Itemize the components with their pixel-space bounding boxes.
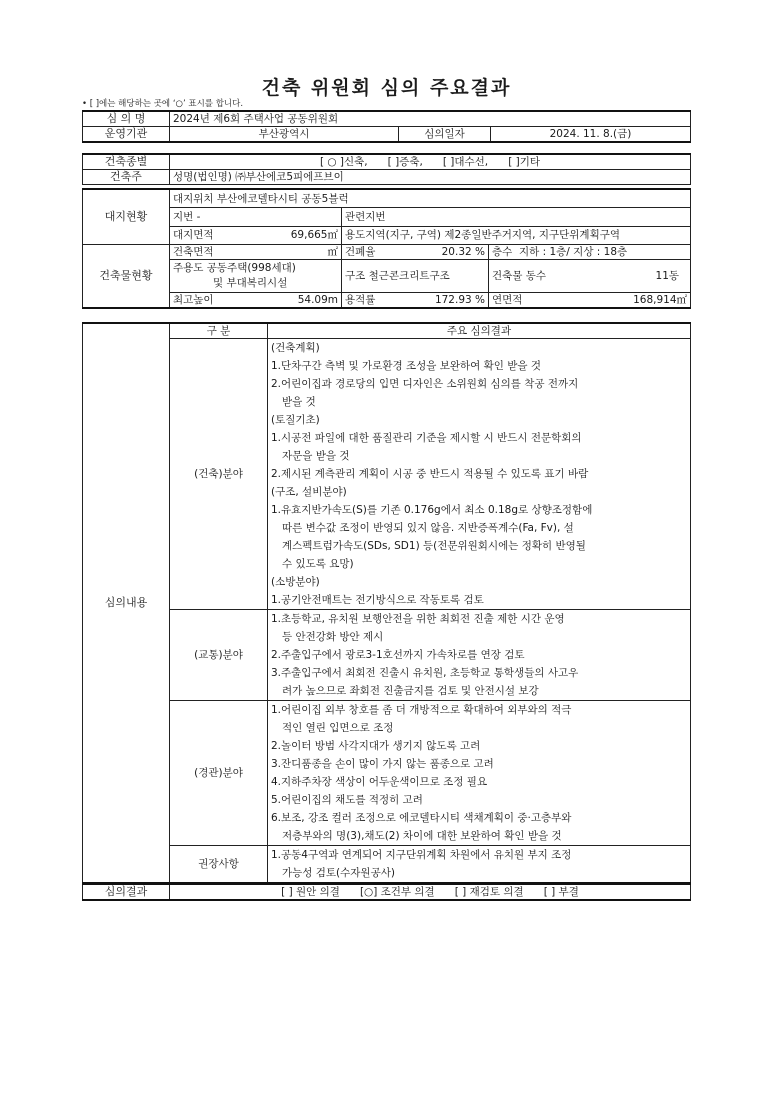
type-option-extension: [ ]증축, xyxy=(387,156,423,168)
result-line: 등 안전강화 방안 제시 xyxy=(282,631,384,643)
blocks-label: 건축물 동수 xyxy=(492,270,547,282)
building-status-label: 건축물현황 xyxy=(83,245,170,309)
floors-value: 지하 : 1층/ 지상 : 18층 xyxy=(518,246,628,258)
result-line: 4.지하주차장 색상이 어두운색이므로 조정 필요 xyxy=(271,776,488,788)
review-result-options xyxy=(170,884,691,900)
site-area-value: 69,665㎡ xyxy=(290,229,338,242)
related-lot-label: 관련지번 xyxy=(342,208,691,226)
site-status-label: 대지현황 xyxy=(83,189,170,245)
result-line: 1.어린이집 외부 창호를 좀 더 개방적으로 확대하여 외부와의 적극 xyxy=(271,704,572,716)
review-name-value: 2024년 제6회 주택사업 공동위원회 xyxy=(170,111,691,127)
result-line: 1.시공전 파일에 대한 품질관리 기준을 제시할 시 반드시 전문학회의 xyxy=(271,432,582,444)
result-line: 1.유효지반가속도(S)를 기존 0.176g에서 최소 0.18g로 상향조정함에 xyxy=(271,504,593,516)
result-line: 5.어린이집의 채도를 적정히 고려 xyxy=(271,794,423,806)
height-value: 54.09m xyxy=(297,294,338,306)
category-architecture: (건축)분야 xyxy=(170,339,268,610)
result-line: 1.공기안전매트는 전기방식으로 작동토록 검토 xyxy=(271,594,484,606)
far-label: 용적률 xyxy=(345,294,376,306)
coverage-value: 20.32 % xyxy=(441,246,485,258)
review-date-label: 심의일자 xyxy=(399,127,491,143)
category-traffic: (교통)분야 xyxy=(170,610,268,701)
category-landscape: (경관)분야 xyxy=(170,701,268,846)
result-line: 2.주출입구에서 광로3-1호선까지 가속차로를 연장 검토 xyxy=(271,649,525,661)
owner-label: 건축주 xyxy=(83,170,170,185)
blocks-value: 11동 xyxy=(655,270,680,282)
type-option-repair: [ ]대수선, xyxy=(442,156,489,168)
review-name-label: 심 의 명 xyxy=(83,111,170,127)
coverage-cell xyxy=(342,245,489,260)
result-header: 주요 심의결과 xyxy=(268,323,691,339)
result-line: 가능성 검토(수자원공사) xyxy=(282,867,395,879)
build-area-label: 건축면적 xyxy=(173,246,214,258)
result-line: 따른 변수값 조정이 반영되 있지 않음. 지반증폭계수(Fa, Fv), 설 xyxy=(282,522,574,534)
agency-value: 부산광역시 xyxy=(170,127,399,143)
category-header: 구 분 xyxy=(170,323,268,339)
result-line: 3.잔디품종을 손이 많이 가지 않는 품종으로 고려 xyxy=(271,758,494,770)
site-area-label: 대지면적 xyxy=(173,229,214,242)
use-cell xyxy=(170,260,342,293)
far-cell xyxy=(342,293,489,309)
site-building-table xyxy=(82,188,691,309)
result-option-original: [ ] 원안 의결 xyxy=(281,886,340,898)
result-line: (소방분야) xyxy=(271,576,320,588)
instruction-note: • [ ]에는 해당하는 곳에 ‘○’ 표시를 합니다. xyxy=(82,99,244,109)
result-line: 1.초등학교, 유치원 보행안전을 위한 최회전 진출 제한 시간 운영 xyxy=(271,613,565,625)
review-result-label: 심의결과 xyxy=(83,884,170,900)
header-table xyxy=(82,110,691,143)
coverage-label: 건폐율 xyxy=(345,246,376,258)
result-line: 2.놀이터 방범 사각지대가 생기지 않도록 고려 xyxy=(271,740,481,752)
result-line: 6.보조, 강조 컬러 조정으로 에코델타시티 색채계획이 중·고층부와 xyxy=(271,812,572,824)
far-value: 172.93 % xyxy=(434,294,485,306)
result-line: 받을 것 xyxy=(282,396,316,408)
use-line1: 주용도 공동주택(998세대) xyxy=(173,262,296,274)
use-line2: 및 부대복리시설 xyxy=(213,277,288,289)
site-area-cell xyxy=(170,226,342,244)
result-line: 1.단차구간 측벽 및 가로환경 조성을 보완하여 확인 받을 것 xyxy=(271,360,542,372)
result-option-rereview: [ ] 재검토 의결 xyxy=(454,886,524,898)
build-area-cell xyxy=(170,245,342,260)
floors-label: 층수 xyxy=(492,246,513,258)
result-line: (토질기초) xyxy=(271,414,320,426)
lot-label: 지번 - xyxy=(170,208,342,226)
zone-value: 용도지역(지구, 구역) 제2종일반주거지역, 지구단위계획구역 xyxy=(342,226,691,244)
document-title: 건축 위원회 심의 주요결과 xyxy=(261,77,512,99)
result-option-conditional: [○] 조건부 의결 xyxy=(359,886,435,898)
result-line: 1.공동4구역과 연계되어 지구단위계획 차원에서 유치원 부지 조정 xyxy=(271,849,572,861)
gfa-value: 168,914㎡ xyxy=(633,294,688,306)
result-option-reject: [ ] 부결 xyxy=(543,886,579,898)
structure-value: 구조 철근콘크리트구조 xyxy=(342,260,489,293)
blocks-cell xyxy=(489,260,691,293)
height-label: 최고높이 xyxy=(173,294,214,306)
owner-value: 성명(법인명) ㈜부산에코5피에프브이 xyxy=(170,170,691,185)
floors-cell xyxy=(489,245,691,260)
result-line: 자문을 받을 것 xyxy=(282,450,350,462)
result-line: 적인 열린 입면으로 조정 xyxy=(282,722,394,734)
category-recommendation: 권장사항 xyxy=(170,846,268,884)
landscape-results xyxy=(268,701,691,846)
build-area-unit: ㎡ xyxy=(327,246,338,258)
review-date-value: 2024. 11. 8.(금) xyxy=(491,127,691,143)
result-line: 3.주출입구에서 최회전 진출시 유치원, 초등학교 통학생들의 사고우 xyxy=(271,667,579,679)
result-line: 저층부와의 명(3),채도(2) 차이에 대한 보완하여 확인 받을 것 xyxy=(282,830,562,842)
result-line: (구조, 설비분야) xyxy=(271,486,347,498)
recommendation-results xyxy=(268,846,691,884)
building-type-label: 건축종별 xyxy=(83,154,170,170)
review-table xyxy=(82,322,691,884)
architecture-results xyxy=(268,339,691,610)
type-option-new: [ ○ ]신축, xyxy=(319,156,368,168)
result-line: 2.제시된 계측관리 계획이 시공 중 반드시 적용될 수 있도록 표기 바람 xyxy=(271,468,589,480)
building-type-options xyxy=(170,154,691,170)
result-table xyxy=(82,883,691,901)
gfa-label: 연면적 xyxy=(492,294,523,306)
result-line: 2.어린이집과 경로당의 입면 디자인은 소위원회 심의를 착공 전까지 xyxy=(271,378,579,390)
building-type-table xyxy=(82,153,691,185)
type-option-other: [ ]기타 xyxy=(508,156,541,168)
result-line: (건축계획) xyxy=(271,342,320,354)
result-line: 수 있도록 요망) xyxy=(282,558,354,570)
review-content-label: 심의내용 xyxy=(83,323,170,883)
gfa-cell xyxy=(489,293,691,309)
agency-label: 운영기관 xyxy=(83,127,170,143)
result-line: 려가 높으므로 좌회전 진출금지를 검토 및 안전시설 보강 xyxy=(282,685,539,697)
result-line: 계스펙트럼가속도(SDs, SD1) 등(전문위원회시에는 정확히 반영될 xyxy=(282,540,586,552)
site-location: 대지위치 부산에코델타시티 공동5블럭 xyxy=(170,189,691,208)
traffic-results xyxy=(268,610,691,701)
height-cell xyxy=(170,293,342,309)
